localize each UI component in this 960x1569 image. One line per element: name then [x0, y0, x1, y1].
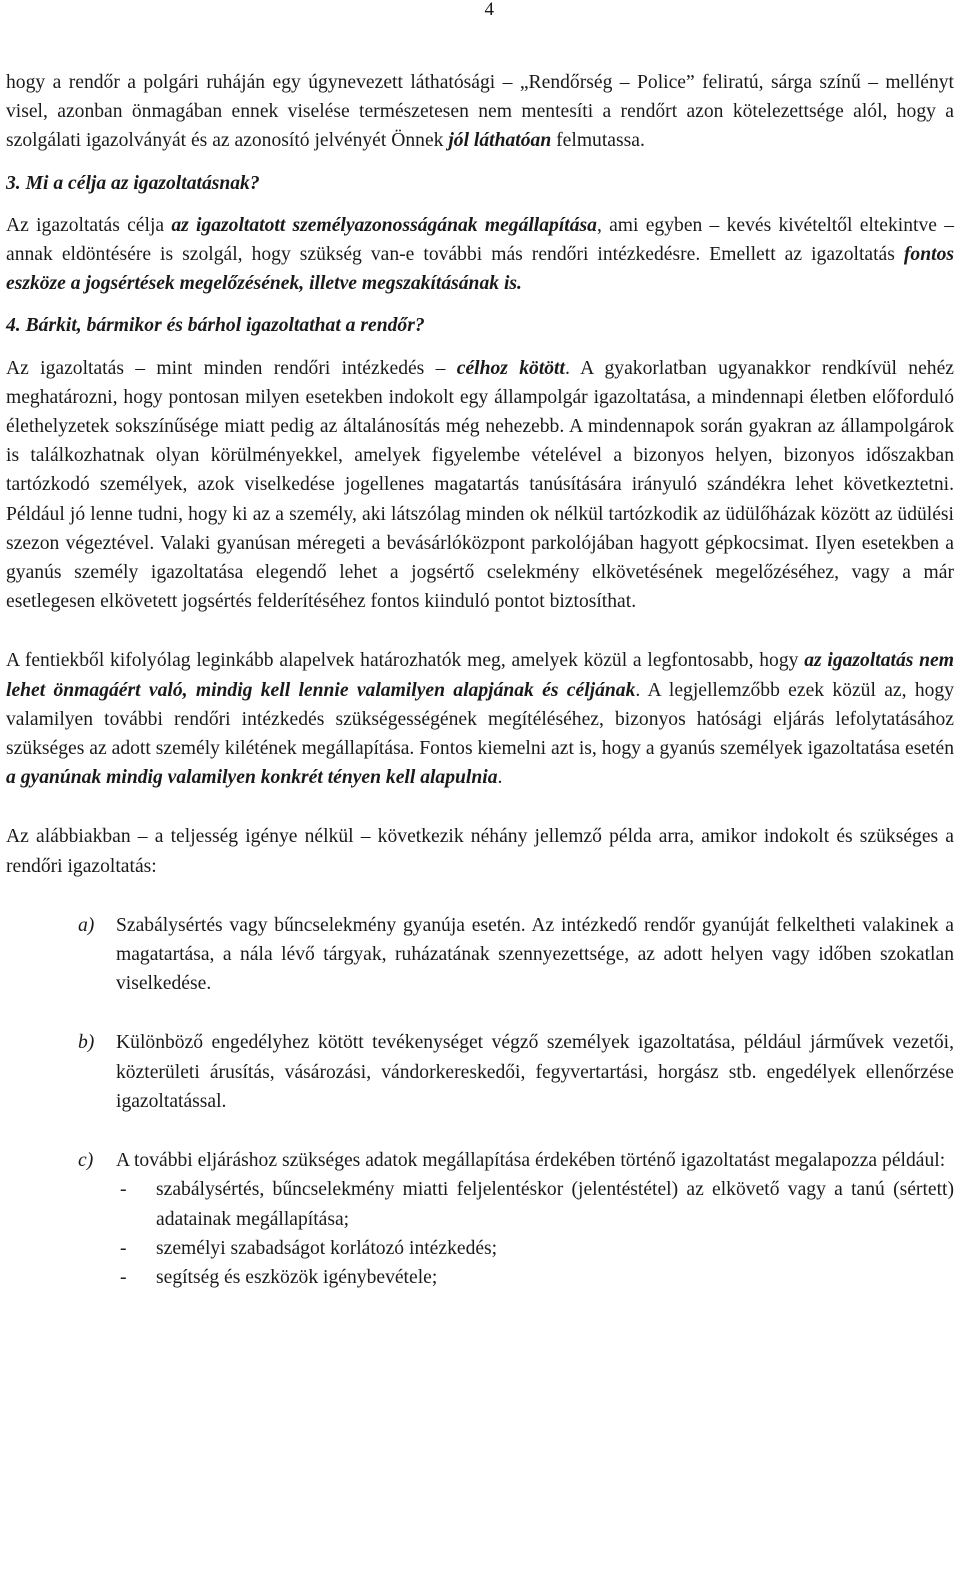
p3-emphasis: célhoz kötött	[456, 357, 565, 379]
paragraph-2	[6, 211, 954, 299]
list-text-b: Különböző engedélyhez kötött tevékenységet végző személyek igazoltatása, például járművek vezetői, közterületi árusítás, vásározási, vándorkereskedői, fegyvertartási, horgász stb. engedélyek ellenőrzése igazoltatással.	[116, 1032, 954, 1112]
list-marker-b: b)	[78, 1032, 95, 1054]
list-text-c: A további eljáráshoz szükséges adatok megállapítása érdekében történő igazoltatást megalapozza például:	[116, 1150, 946, 1172]
sub-list-item	[6, 1263, 954, 1292]
p1-text-2: felmutassa.	[551, 130, 645, 152]
p2-text-2: , ami egyben – kevés kivételtől eltekintve – annak eldöntésére is szolgál, hogy szükség van-e további más rendőri intézkedésre. Emellett az igazoltatás	[6, 214, 954, 266]
sub-list	[6, 1175, 954, 1292]
p2-text-1: Az igazoltatás célja	[6, 214, 172, 236]
p4-text-2: . A legjellemzőbb ezek közül az, hogy valamilyen további rendőri intézkedés szükségességének megítéléséhez, bizonyos hatósági eljárás lefolytatásához szükséges az adott személy kilétének megállapítása. Fontos kiemelni azt is, hogy a gyanús személyek igazoltatása esetén	[6, 679, 955, 760]
p4-text-1: A fentiekből kifolyólag leginkább alapelvek határozhatók meg, amelyek közül a legfontosabb, hogy	[6, 650, 805, 672]
list-body-c	[116, 1146, 954, 1292]
list-text-a: Szabálysértés vagy bűncselekmény gyanúja esetén. Az intézkedő rendőr gyanúját felkeltheti valakinek a magatartása, a nála lévő tárgyak, ruházatának szennyezettsége, az adott helyen vagy időben szokatlan viselkedése.	[116, 914, 954, 995]
paragraph-3	[6, 354, 954, 617]
sub-list-item	[6, 1234, 954, 1263]
p3-text-2: . A gyakorlatban ugyanakkor rendkívül nehéz meghatározni, hogy pontosan milyen esetekben indokolt egy állampolgár igazoltatása, a mindennapi életben előforduló élethelyzetek sokszínűsége miatt pedig az általánosítás még nehezebb. A mindennapok során gyakran az állampolgárok is találkozhatnak olyan körülményekkel, amelyek figyelembe vételével a bizonyos helyen, bizonyos időszakban tartózkodó személyek, azok viselkedése jogellenes magatartás tanúsítására irányuló szándékra lehet következtetni. Például jó lenne tudni, hogy ki az a személy, aki látszólag minden ok nélkül tartózkodik az üdülőházak között az üdülési szezon végeztével. Valaki gyanúsan méregeti a bevásárlóközpont parkolójában hagyott gépkocsimat. Ilyen esetekben a gyanús személy igazoltatása elegendő lehet a jogsértő cselekmény elkövetésének megelőzéséhez, vagy a már esetlegesen elkövetett jogsértés felderítéséhez fontos kiinduló pontot biztosíthat.	[6, 357, 954, 613]
page-number: 4	[484, 0, 494, 20]
p1-emphasis: jól láthatóan	[448, 130, 552, 152]
example-list	[6, 911, 954, 1292]
paragraph-4	[6, 646, 954, 792]
paragraph-5: Az alábbiakban – a teljesség igénye nélkül – következik néhány jellemző példa arra, amikor indokolt és szükséges a rendőri igazoltatás:	[6, 826, 954, 877]
dash-marker: -	[120, 1266, 127, 1288]
dash-marker: -	[120, 1179, 127, 1201]
heading-3: 3. Mi a célja az igazoltatásnak?	[6, 172, 260, 194]
list-marker-a: a)	[78, 914, 95, 936]
dash-marker: -	[120, 1237, 127, 1259]
p2-emphasis-1: az igazoltatott személyazonosságának megállapítása	[171, 214, 597, 236]
paragraph-1	[6, 68, 954, 156]
list-marker-c: c)	[78, 1150, 94, 1172]
list-item-c	[6, 1146, 954, 1292]
sub-item-text-3: segítség és eszközök igénybevétele;	[156, 1266, 438, 1288]
p4-emphasis-1: az igazoltatás nem lehet önmagáért való, mindig kell lennie valamilyen alapjának és céljának	[6, 650, 954, 701]
p2-emphasis-2: fontos eszköze a jogsértések megelőzésének, illetve megszakításának is.	[6, 244, 954, 295]
sub-item-text-2: személyi szabadságot korlátozó intézkedés;	[156, 1237, 498, 1259]
list-item-a	[6, 911, 954, 999]
document-body	[6, 68, 954, 1292]
p3-text-1: Az igazoltatás – mint minden rendőri intézkedés –	[6, 357, 457, 379]
sub-item-text-1: szabálysértés, bűncselekmény miatti feljelentéskor (jelentéstétel) az elkövető vagy a tanú (sértett) adatainak megállapítása;	[156, 1179, 954, 1230]
sub-list-item	[6, 1175, 954, 1233]
p1-text-1: hogy a rendőr a polgári ruháján egy úgynevezett láthatósági – „Rendőrség – Police” feliratú, sárga színű – mellényt visel, azonban önmagában ennek viselése természetesen nem mentesíti a rendőrt azon kötelezettsége alól, hogy a szolgálati igazolványát és az azonosító jelvényét Önnek	[6, 72, 954, 152]
p4-text-3: .	[497, 767, 503, 789]
heading-4: 4. Bárkit, bármikor és bárhol igazoltathat a rendőr?	[6, 315, 425, 337]
list-item-b	[6, 1028, 954, 1116]
p4-emphasis-2: a gyanúnak mindig valamilyen konkrét tényen kell alapulnia	[6, 767, 498, 789]
